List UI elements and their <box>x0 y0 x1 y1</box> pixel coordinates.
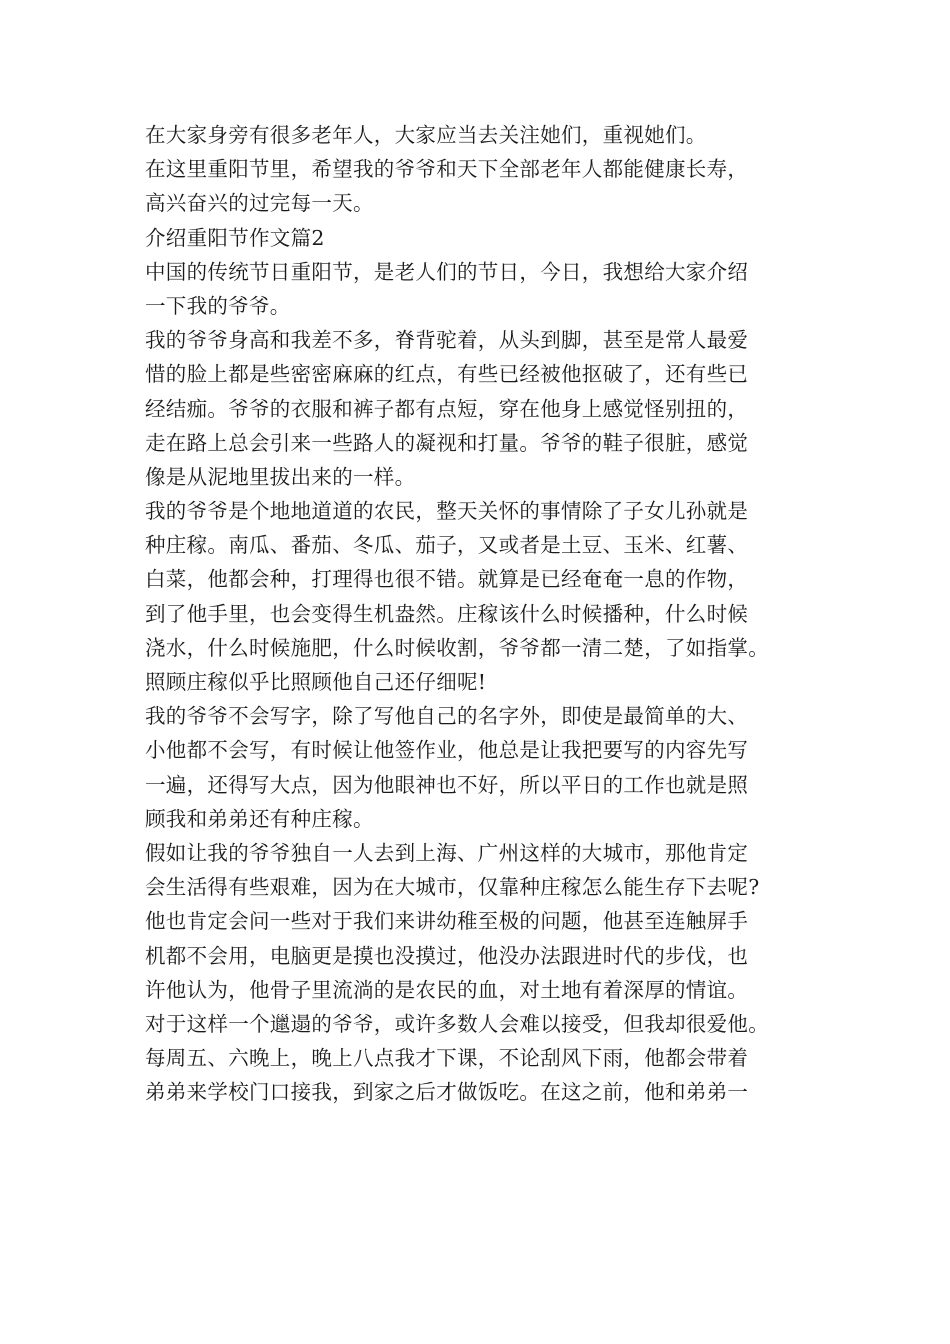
text-line: 照顾庄稼似乎比照顾他自己还仔细呢! <box>145 670 487 694</box>
text-line: 一遍，还得写大点，因为他眼神也不好，所以平日的工作也就是照 <box>145 772 749 797</box>
text-line: 走在路上总会引来一些路人的凝视和打量。爷爷的鞋子很脏，感觉 <box>145 430 749 455</box>
text-line: 到了他手里，也会变得生机盎然。庄稼该什么时候播种，什么时候 <box>145 601 749 626</box>
text-line: 顾我和弟弟还有种庄稼。 <box>145 806 374 831</box>
text-line: 许他认为，他骨子里流淌的是农民的血，对土地有着深厚的情谊。 <box>145 977 749 1002</box>
text-line: 种庄稼。南瓜、番茄、冬瓜、茄子，又或者是土豆、玉米、红薯、 <box>145 533 749 558</box>
text-line: 经结痂。爷爷的衣服和裤子都有点短，穿在他身上感觉怪别扭的， <box>145 396 749 421</box>
section-heading: 介绍重阳节作文篇2 <box>145 225 325 250</box>
text-line: 在大家身旁有很多老年人，大家应当去关注她们，重视她们。 <box>145 123 707 147</box>
text-line: 我的爷爷是个地地道道的农民，整天关怀的事情除了子女儿孙就是 <box>145 499 749 524</box>
text-line: 浇水，什么时候施肥，什么时候收割，爷爷都一清二楚，了如指掌。 <box>145 635 769 660</box>
text-line: 像是从泥地里拔出来的一样。 <box>145 464 416 489</box>
text-line: 我的爷爷不会写字，除了写他自己的名字外，即使是最简单的大、 <box>145 704 749 729</box>
text-line: 小他都不会写，有时候让他签作业，他总是让我把要写的内容先写 <box>145 738 749 763</box>
text-line: 对于这样一个邋遢的爷爷，或许多数人会难以接受，但我却很爱他。 <box>145 1011 769 1036</box>
text-line: 一下我的爷爷。 <box>145 293 291 318</box>
text-line: 弟弟来学校门口接我，到家之后才做饭吃。在这之前，他和弟弟一 <box>145 1080 749 1105</box>
text-line: 机都不会用，电脑更是摸也没摸过，他没办法跟进时代的步伐，也 <box>145 943 749 968</box>
text-line: 惜的脸上都是些密密麻麻的红点，有些已经被他抠破了，还有些已 <box>145 362 749 387</box>
document-body <box>145 118 825 1109</box>
text-line: 我的爷爷身高和我差不多，脊背驼着，从头到脚，甚至是常人最爱 <box>145 328 749 353</box>
text-line: 他也肯定会问一些对于我们来讲幼稚至极的问题，他甚至连触屏手 <box>145 909 749 934</box>
text-line: 每周五、六晚上，晚上八点我才下课，不论刮风下雨，他都会带着 <box>145 1046 749 1071</box>
text-line: 假如让我的爷爷独自一人去到上海、广州这样的大城市，那他肯定 <box>145 840 749 865</box>
text-line: 在这里重阳节里，希望我的爷爷和天下全部老年人都能健康长寿， <box>145 157 749 182</box>
text-line: 高兴奋兴的过完每一天。 <box>145 191 374 216</box>
text-line: 中国的传统节日重阳节，是老人们的节日，今日，我想给大家介绍 <box>145 259 749 284</box>
text-line: 会生活得有些艰难，因为在大城市，仅靠种庄稼怎么能生存下去呢? <box>145 875 760 900</box>
text-line: 白菜，他都会种，打理得也很不错。就算是已经奄奄一息的作物， <box>145 567 749 592</box>
